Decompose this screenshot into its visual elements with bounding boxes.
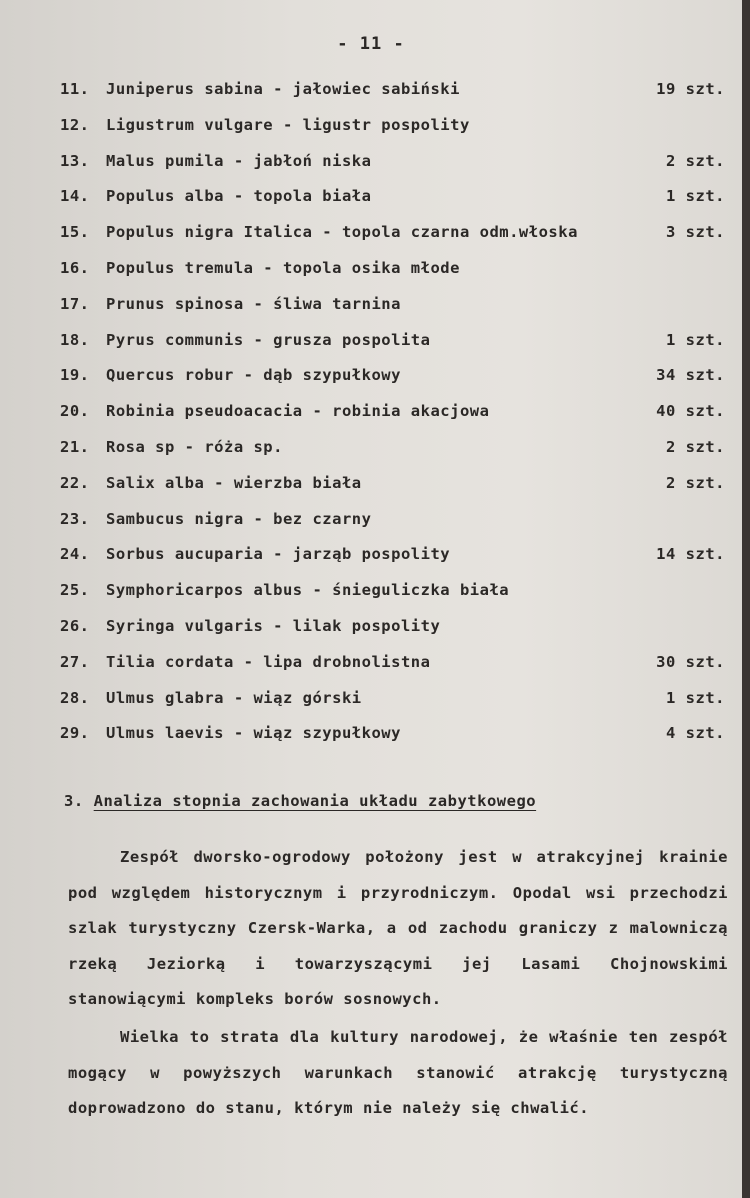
item-number: 13. — [60, 151, 90, 170]
item-number: 17. — [60, 294, 90, 313]
quantity: 2 szt. — [666, 437, 725, 456]
species-name: Juniperus sabina - jałowiec sabiński — [106, 80, 460, 98]
item-number: 29. — [60, 724, 90, 743]
quantity: 1 szt. — [666, 330, 725, 349]
quantity: 19 szt. — [656, 80, 725, 98]
item-number: 21. — [60, 437, 90, 456]
species-name: Tilia cordata - lipa drobnolistna — [106, 652, 431, 671]
list-item — [60, 508, 725, 544]
item-number: 27. — [60, 652, 90, 671]
species-name: Malus pumila - jabłoń niska — [106, 151, 372, 170]
species-name: Populus nigra Italica - topola czarna odm.włoska — [106, 223, 578, 242]
list-item — [60, 221, 725, 257]
list-item — [60, 364, 725, 400]
species-name: Rosa sp - róża sp. — [106, 437, 283, 456]
quantity: 1 szt. — [666, 187, 725, 206]
list-item — [60, 543, 725, 579]
list-item — [60, 185, 725, 221]
species-name: Ligustrum vulgare - ligustr pospolity — [106, 115, 470, 134]
item-number: 19. — [60, 366, 90, 385]
list-item — [60, 78, 725, 114]
quantity: 14 szt. — [656, 545, 725, 564]
paragraph: Wielka to strata dla kultury narodowej, że właśnie ten zespół mogący w powyższych warunkach stanowić atrakcję turystyczną doprowadzono do stanu, którym nie należy się chwalić. — [68, 1028, 728, 1118]
section-heading — [64, 792, 536, 810]
list-item — [60, 615, 725, 651]
species-name: Prunus spinosa - śliwa tarnina — [106, 294, 401, 313]
item-number: 22. — [60, 473, 90, 492]
species-name: Salix alba - wierzba biała — [106, 473, 362, 492]
species-name: Ulmus laevis - wiąz szypułkowy — [106, 724, 401, 743]
list-item — [60, 114, 725, 150]
item-number: 11. — [60, 80, 90, 98]
species-name: Robinia pseudoacacia - robinia akacjowa — [106, 402, 490, 421]
item-number: 12. — [60, 115, 90, 134]
quantity: 1 szt. — [666, 688, 725, 707]
item-number: 24. — [60, 545, 90, 564]
list-item — [60, 472, 725, 508]
page-number: - 11 - — [337, 34, 405, 54]
list-item — [60, 150, 725, 186]
item-number: 25. — [60, 581, 90, 600]
species-name: Syringa vulgaris - lilak pospolity — [106, 616, 441, 635]
item-number: 16. — [60, 258, 90, 277]
species-name: Sambucus nigra - bez czarny — [106, 509, 372, 528]
quantity: 40 szt. — [656, 402, 725, 421]
list-item — [60, 400, 725, 436]
quantity: 2 szt. — [666, 473, 725, 492]
item-number: 23. — [60, 509, 90, 528]
item-number: 14. — [60, 187, 90, 206]
quantity: 30 szt. — [656, 652, 725, 671]
quantity: 34 szt. — [656, 366, 725, 385]
item-number: 20. — [60, 402, 90, 421]
species-name: Pyrus communis - grusza pospolita — [106, 330, 431, 349]
list-item — [60, 687, 725, 723]
species-name: Sorbus aucuparia - jarząb pospolity — [106, 545, 451, 564]
species-name: Ulmus glabra - wiąz górski — [106, 688, 362, 707]
list-item — [60, 293, 725, 329]
section-title: Analiza stopnia zachowania układu zabytkowego — [93, 792, 537, 810]
item-number: 15. — [60, 223, 90, 242]
paragraph: Zespół dworsko-ogrodowy położony jest w atrakcyjnej krainie pod względem historycznym i przyrodniczym. Opodal wsi przechodzi szlak turystyczny Czersk-Warka, a od zachodu graniczy z malowniczą rzeką Jeziorką i towarzyszącymi jej Lasami Chojnowskimi stanowiącymi kompleks borów sosnowych. — [68, 848, 728, 1009]
page-edge-shadow — [742, 0, 750, 1198]
list-item — [60, 579, 725, 615]
quantity: 4 szt. — [666, 724, 725, 743]
item-number: 26. — [60, 616, 90, 635]
quantity: 3 szt. — [666, 223, 725, 242]
list-item — [60, 651, 725, 687]
list-item — [60, 436, 725, 472]
species-list — [60, 78, 725, 758]
species-name: Symphoricarpos albus - śnieguliczka biała — [106, 581, 510, 600]
species-name: Populus alba - topola biała — [106, 187, 372, 206]
item-number: 18. — [60, 330, 90, 349]
list-item — [60, 257, 725, 293]
section-number: 3. — [64, 792, 84, 810]
item-number: 28. — [60, 688, 90, 707]
list-item — [60, 722, 725, 758]
species-name: Populus tremula - topola osika młode — [106, 258, 460, 277]
list-item — [60, 329, 725, 365]
species-name: Quercus robur - dąb szypułkowy — [106, 366, 401, 385]
quantity: 2 szt. — [666, 151, 725, 170]
